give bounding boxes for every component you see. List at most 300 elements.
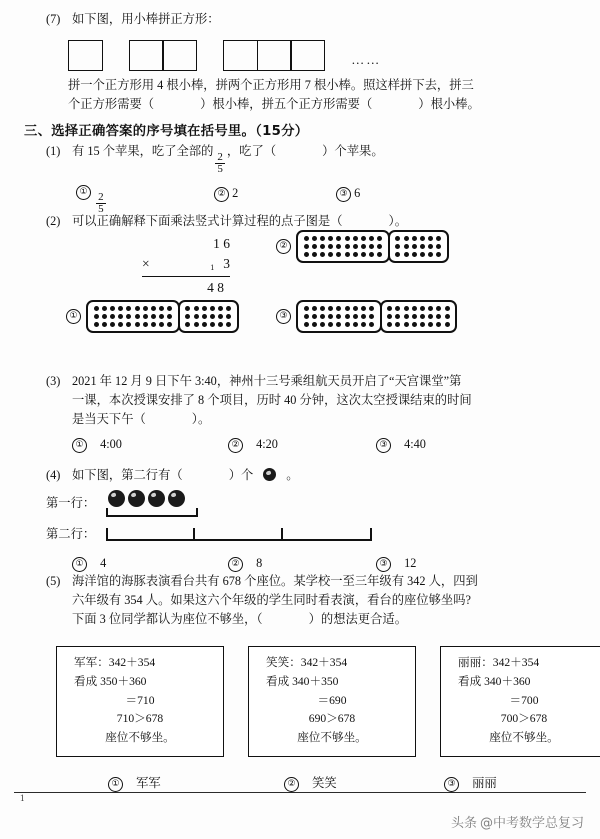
student-card-junjun: [56, 646, 224, 757]
dot-row: [92, 313, 174, 321]
dot: [387, 314, 392, 319]
dot: [226, 306, 231, 311]
option-marker-3: ③: [444, 777, 459, 792]
section-3-heading: 三、选择正确答案的序号填在括号里。（15分）: [24, 124, 309, 139]
dot: [412, 306, 417, 311]
dot: [395, 314, 400, 319]
question-3-number: (3): [46, 374, 61, 388]
dot: [353, 244, 358, 249]
row-1-label: 第一行：: [46, 496, 96, 511]
question-5-line-1: [46, 572, 594, 591]
dot: [312, 314, 317, 319]
row-1-bracket: [106, 508, 198, 517]
dot: [102, 306, 107, 311]
watermark-prefix: 头条: [450, 816, 477, 831]
ball-icon: [263, 468, 276, 481]
dot: [336, 236, 341, 241]
dot: [320, 252, 325, 257]
question-4-number: (4): [46, 468, 61, 482]
q5-line-3-part-b: ）的想法更合适。: [308, 612, 407, 627]
card-line-4: 690＞678: [308, 712, 356, 726]
dot: [412, 244, 417, 249]
option-2[interactable]: [214, 186, 238, 202]
card-line-3: ＝710: [125, 693, 155, 707]
option-marker-2: ②: [276, 239, 291, 254]
ball-icon: [108, 490, 125, 507]
dot-box-right: [388, 230, 449, 263]
dot: [412, 236, 417, 241]
dot-option-3[interactable]: [276, 300, 457, 333]
dot-row: [386, 305, 452, 313]
card-line-2: 看成 340＋360: [458, 674, 531, 688]
option-marker-1: ①: [72, 557, 87, 572]
question-7-number: (7): [46, 12, 61, 26]
dot: [328, 236, 333, 241]
dot: [428, 236, 433, 241]
dot-row: [184, 313, 233, 321]
dot: [320, 244, 325, 249]
question-1-stem: [46, 142, 586, 175]
dot: [126, 314, 131, 319]
dot: [353, 314, 358, 319]
dot: [428, 244, 433, 249]
question-5-number: (5): [46, 574, 61, 588]
dot: [135, 306, 140, 311]
q3-line-3-part-b: ）。: [191, 412, 211, 427]
stick-square: [290, 40, 325, 71]
dot: [395, 306, 400, 311]
dot-row: [394, 251, 443, 259]
option-marker-2: ②: [228, 557, 243, 572]
card-line-4: 710＞678: [116, 712, 164, 726]
dot: [395, 236, 400, 241]
card-line-1: 军军：342＋354: [74, 656, 156, 669]
dot: [194, 306, 199, 311]
dot: [159, 314, 164, 319]
stick-square: [223, 40, 258, 71]
question-5: [46, 572, 594, 790]
student-card-xiaoxiao: [248, 646, 416, 757]
dot-row: [302, 235, 384, 243]
dot: [361, 236, 366, 241]
dot: [304, 306, 309, 311]
dot: [320, 322, 325, 327]
watermark-handle: @中考数学总复习: [479, 816, 584, 831]
question-3-line-3: [46, 410, 591, 429]
dot: [185, 314, 190, 319]
dot: [404, 236, 409, 241]
dot-row: [386, 313, 452, 321]
dot: [135, 322, 140, 327]
option-2-label: 2: [232, 185, 239, 200]
fraction-numerator: 2: [98, 190, 104, 203]
dot: [404, 314, 409, 319]
question-2: [46, 212, 591, 322]
question-3-options: [46, 433, 591, 453]
option-1-label: 4: [100, 556, 107, 571]
fraction-denominator: 5: [98, 202, 104, 215]
question-7: [46, 10, 586, 114]
stick-square: [68, 40, 103, 71]
dot: [328, 322, 333, 327]
dot: [369, 252, 374, 257]
dot: [428, 252, 433, 257]
dot-row: [184, 321, 233, 329]
card-line-3: ＝700: [509, 693, 539, 707]
dot: [167, 314, 172, 319]
dot-row: [302, 243, 384, 251]
dot: [320, 236, 325, 241]
option-marker-1: ①: [76, 185, 91, 200]
dot: [361, 322, 366, 327]
q1-text-c: ）个苹果。: [322, 144, 384, 158]
q7-line2-part-a: 个正方形需要（: [68, 97, 155, 112]
dot: [304, 314, 309, 319]
option-marker-1: ①: [108, 777, 123, 792]
row-2-tick: [281, 528, 283, 539]
dot: [185, 306, 190, 311]
dot: [210, 314, 215, 319]
square-group-3: [223, 40, 325, 71]
dot: [336, 252, 341, 257]
option-marker-3: ③: [276, 309, 291, 324]
dot: [94, 306, 99, 311]
dot-row: [302, 313, 376, 321]
row-2-bracket: [106, 528, 372, 541]
dot-row: [394, 243, 443, 251]
dot: [194, 314, 199, 319]
dot-diagram-3: [296, 300, 457, 333]
dot-row: [184, 305, 233, 313]
dot-box-right: [178, 300, 239, 333]
option-3[interactable]: [376, 556, 416, 572]
dot: [377, 236, 382, 241]
square-group-1: [68, 40, 103, 71]
dot: [369, 306, 374, 311]
dot: [143, 322, 148, 327]
dot: [210, 306, 215, 311]
row-2-label: 第二行：: [46, 527, 96, 542]
dot: [361, 314, 366, 319]
dot: [328, 306, 333, 311]
q5-line-1-text: 海洋馆的海豚表演看台共有 678 个座位。某学校一至三年级有 342 人，四到: [72, 574, 478, 588]
q4-text-c: 。: [286, 468, 299, 482]
dot: [395, 322, 400, 327]
dot: [167, 322, 172, 327]
dot: [369, 236, 374, 241]
dot-box-left: [296, 230, 390, 263]
dot: [369, 322, 374, 327]
dot: [143, 306, 148, 311]
row-1-balls: [108, 490, 185, 507]
question-2-number: (2): [46, 214, 61, 228]
product: 4 8: [207, 279, 224, 295]
ball-icon: [128, 490, 145, 507]
q2-text-a: 可以正确解释下面乘法竖式计算过程的点子图是（: [72, 214, 343, 228]
fraction-numerator: 2: [217, 150, 223, 163]
q4-text-a: 如下图，第二行有（: [72, 468, 183, 482]
dot-row: [92, 305, 174, 313]
dot: [102, 314, 107, 319]
dot: [412, 314, 417, 319]
dot: [328, 314, 333, 319]
ellipsis-icon: ……: [351, 52, 382, 68]
q4-text-b: ）个: [228, 468, 254, 482]
dot: [94, 314, 99, 319]
footer-divider: [14, 792, 586, 793]
dot: [135, 314, 140, 319]
dot-row: [394, 235, 443, 243]
dot: [395, 252, 400, 257]
ball-icon: [168, 490, 185, 507]
dot: [420, 252, 425, 257]
dot: [353, 252, 358, 257]
dot: [387, 322, 392, 327]
dot: [436, 322, 441, 327]
option-3[interactable]: [336, 186, 360, 202]
option-3-label: 6: [354, 185, 361, 200]
card-line-4: 700＞678: [500, 712, 548, 726]
dot: [404, 306, 409, 311]
dot: [151, 322, 156, 327]
option-marker-3: ③: [376, 438, 391, 453]
q1-text-b: ，吃了（: [226, 144, 277, 158]
dot: [304, 322, 309, 327]
dot: [118, 306, 123, 311]
dot: [118, 314, 123, 319]
q1-text-a: 有 15 个苹果，吃了全部的: [72, 144, 214, 158]
dot: [412, 322, 417, 327]
stick-square: [257, 40, 292, 71]
option-3-label: 12: [404, 556, 417, 571]
q7-line2-part-b: ）根小棒，拼五个正方形需要（: [200, 97, 373, 112]
dot: [428, 306, 433, 311]
question-4-stem: [46, 466, 591, 485]
option-marker-2: ②: [214, 187, 229, 202]
question-3: [46, 372, 591, 453]
card-line-2: 看成 350＋360: [74, 674, 147, 688]
dot: [353, 236, 358, 241]
card-line-5: 座位不够坐。: [489, 731, 559, 745]
q3-line-3-part-a: 是当天下午（: [72, 412, 146, 427]
dot: [420, 244, 425, 249]
dot: [369, 314, 374, 319]
dot: [185, 322, 190, 327]
dot: [436, 252, 441, 257]
dot: [420, 236, 425, 241]
dot: [143, 314, 148, 319]
dot-row: [302, 251, 384, 259]
card-line-5: 座位不够坐。: [297, 731, 367, 745]
q7-line2-part-c: ）根小棒。: [418, 97, 480, 112]
dot: [404, 322, 409, 327]
option-marker-2: ②: [228, 438, 243, 453]
vertical-multiplication-figure: [142, 234, 230, 298]
dot: [218, 306, 223, 311]
dot: [312, 252, 317, 257]
dot: [377, 252, 382, 257]
dot: [336, 322, 341, 327]
option-marker-1: ①: [66, 309, 81, 324]
card-line-2: 看成 340＋350: [266, 674, 339, 688]
dot: [210, 322, 215, 327]
dot: [304, 236, 309, 241]
question-7-body: [46, 76, 586, 114]
dot: [328, 252, 333, 257]
dot-option-1[interactable]: [66, 300, 239, 333]
dot: [118, 322, 123, 327]
question-5-line-2: 六年级有 354 人。如果这六个年级的学生同时看表演，看台的座位够坐吗?: [72, 593, 471, 608]
dot: [126, 322, 131, 327]
dot: [361, 244, 366, 249]
dot: [369, 244, 374, 249]
option-2[interactable]: [228, 556, 262, 572]
fraction-denominator: 5: [217, 162, 223, 175]
dot: [304, 244, 309, 249]
dot: [428, 314, 433, 319]
question-7-prompt-text: 如下图，用小棒拼正方形：: [72, 12, 220, 26]
question-4-row-2: [46, 524, 591, 550]
dot: [312, 236, 317, 241]
question-7-body-line-1: 拼一个正方形用 4 根小棒，拼两个正方形用 7 根小棒。照这样拼下去，拼三: [68, 78, 474, 93]
student-card-lili: [440, 646, 600, 757]
multiplication-sign: ×: [142, 256, 150, 272]
row-2-tick: [193, 528, 195, 539]
option-3-label: 4:40: [404, 437, 426, 452]
student-method-cards: [56, 646, 600, 757]
dot: [218, 314, 223, 319]
dot-diagram-2: [296, 230, 449, 263]
dot: [345, 306, 350, 311]
dot: [404, 244, 409, 249]
dot-row: [92, 321, 174, 329]
dot: [320, 314, 325, 319]
option-3-label: 丽丽: [472, 776, 497, 790]
dot: [312, 306, 317, 311]
dot: [353, 322, 358, 327]
ball-icon: [148, 490, 165, 507]
carry-digit: 1: [210, 263, 215, 273]
dot: [436, 236, 441, 241]
dot: [420, 306, 425, 311]
option-1-label: 4:00: [100, 437, 122, 452]
dot: [361, 306, 366, 311]
dot: [110, 314, 115, 319]
dot-row: [302, 305, 376, 313]
dot: [345, 252, 350, 257]
option-2-label: 4:20: [256, 437, 278, 452]
dot: [336, 244, 341, 249]
dot-row: [386, 321, 452, 329]
card-line-5: 座位不够坐。: [105, 731, 175, 745]
dot: [159, 306, 164, 311]
dot: [445, 314, 450, 319]
dot: [102, 322, 107, 327]
q2-text-b: ）。: [388, 214, 407, 228]
dot: [387, 306, 392, 311]
option-2[interactable]: [228, 433, 278, 457]
option-1[interactable]: [76, 184, 108, 215]
option-1[interactable]: [72, 433, 122, 457]
option-marker-2: ②: [284, 777, 299, 792]
question-2-stem: [46, 212, 591, 231]
dot-row: [302, 321, 376, 329]
dot: [312, 244, 317, 249]
dot: [436, 314, 441, 319]
dot: [420, 322, 425, 327]
dot: [420, 314, 425, 319]
multiplication-rule: [142, 276, 230, 277]
dot: [167, 306, 172, 311]
dot: [151, 306, 156, 311]
dot: [110, 322, 115, 327]
dot: [94, 322, 99, 327]
option-3[interactable]: [376, 433, 426, 457]
card-line-1: 丽丽：342＋354: [458, 656, 540, 669]
dot: [395, 244, 400, 249]
question-7-body-line-2: [68, 95, 586, 114]
multiplicand: 1 6: [213, 236, 230, 251]
fraction-two-fifths: [215, 152, 225, 175]
dot: [202, 322, 207, 327]
dot: [361, 252, 366, 257]
dot-diagram-1: [86, 300, 239, 333]
stick-square: [129, 40, 164, 71]
dot: [312, 322, 317, 327]
option-marker-3: ③: [336, 187, 351, 202]
question-4: [46, 466, 591, 576]
dot: [345, 244, 350, 249]
q5-line-3-part-a: 下面 3 位同学都认为座位不够坐，（: [72, 612, 263, 627]
square-figure-row: [68, 36, 586, 74]
dot: [336, 306, 341, 311]
dot: [377, 244, 382, 249]
dot: [226, 322, 231, 327]
dot: [436, 306, 441, 311]
option-marker-3: ③: [376, 557, 391, 572]
question-3-line-1: [46, 372, 591, 391]
dot: [151, 314, 156, 319]
q3-line-1-text: 2021 年 12 月 9 日下午 3:40，神州十三号乘组航天员开启了“天宫课堂”第: [72, 374, 462, 388]
dot: [304, 252, 309, 257]
question-3-line-2: 一课，本次授课安排了 8 个项目，历时 40 分钟，这次太空授课结束的时间: [72, 393, 472, 408]
option-1[interactable]: [72, 556, 106, 572]
option-2-label: 笑笑: [312, 776, 337, 790]
multiplier: 3: [223, 256, 230, 272]
question-4-row-1: [46, 490, 591, 514]
stick-square: [162, 40, 197, 71]
question-1-number: (1): [46, 144, 61, 158]
question-5-options: [66, 772, 600, 792]
dot: [412, 252, 417, 257]
dot: [345, 322, 350, 327]
card-line-3: ＝690: [317, 693, 347, 707]
dot: [345, 314, 350, 319]
dot: [336, 314, 341, 319]
dot-box-left: [86, 300, 180, 333]
dot: [445, 322, 450, 327]
option-2-label: 8: [256, 556, 263, 571]
card-line-1: 笑笑：342＋354: [266, 656, 348, 669]
dot: [345, 236, 350, 241]
question-5-line-3: [46, 610, 594, 629]
dot-option-2[interactable]: [276, 230, 449, 263]
dot: [328, 244, 333, 249]
dot: [218, 322, 223, 327]
option-1-label: 军军: [136, 776, 161, 790]
dot: [226, 314, 231, 319]
dot: [194, 322, 199, 327]
